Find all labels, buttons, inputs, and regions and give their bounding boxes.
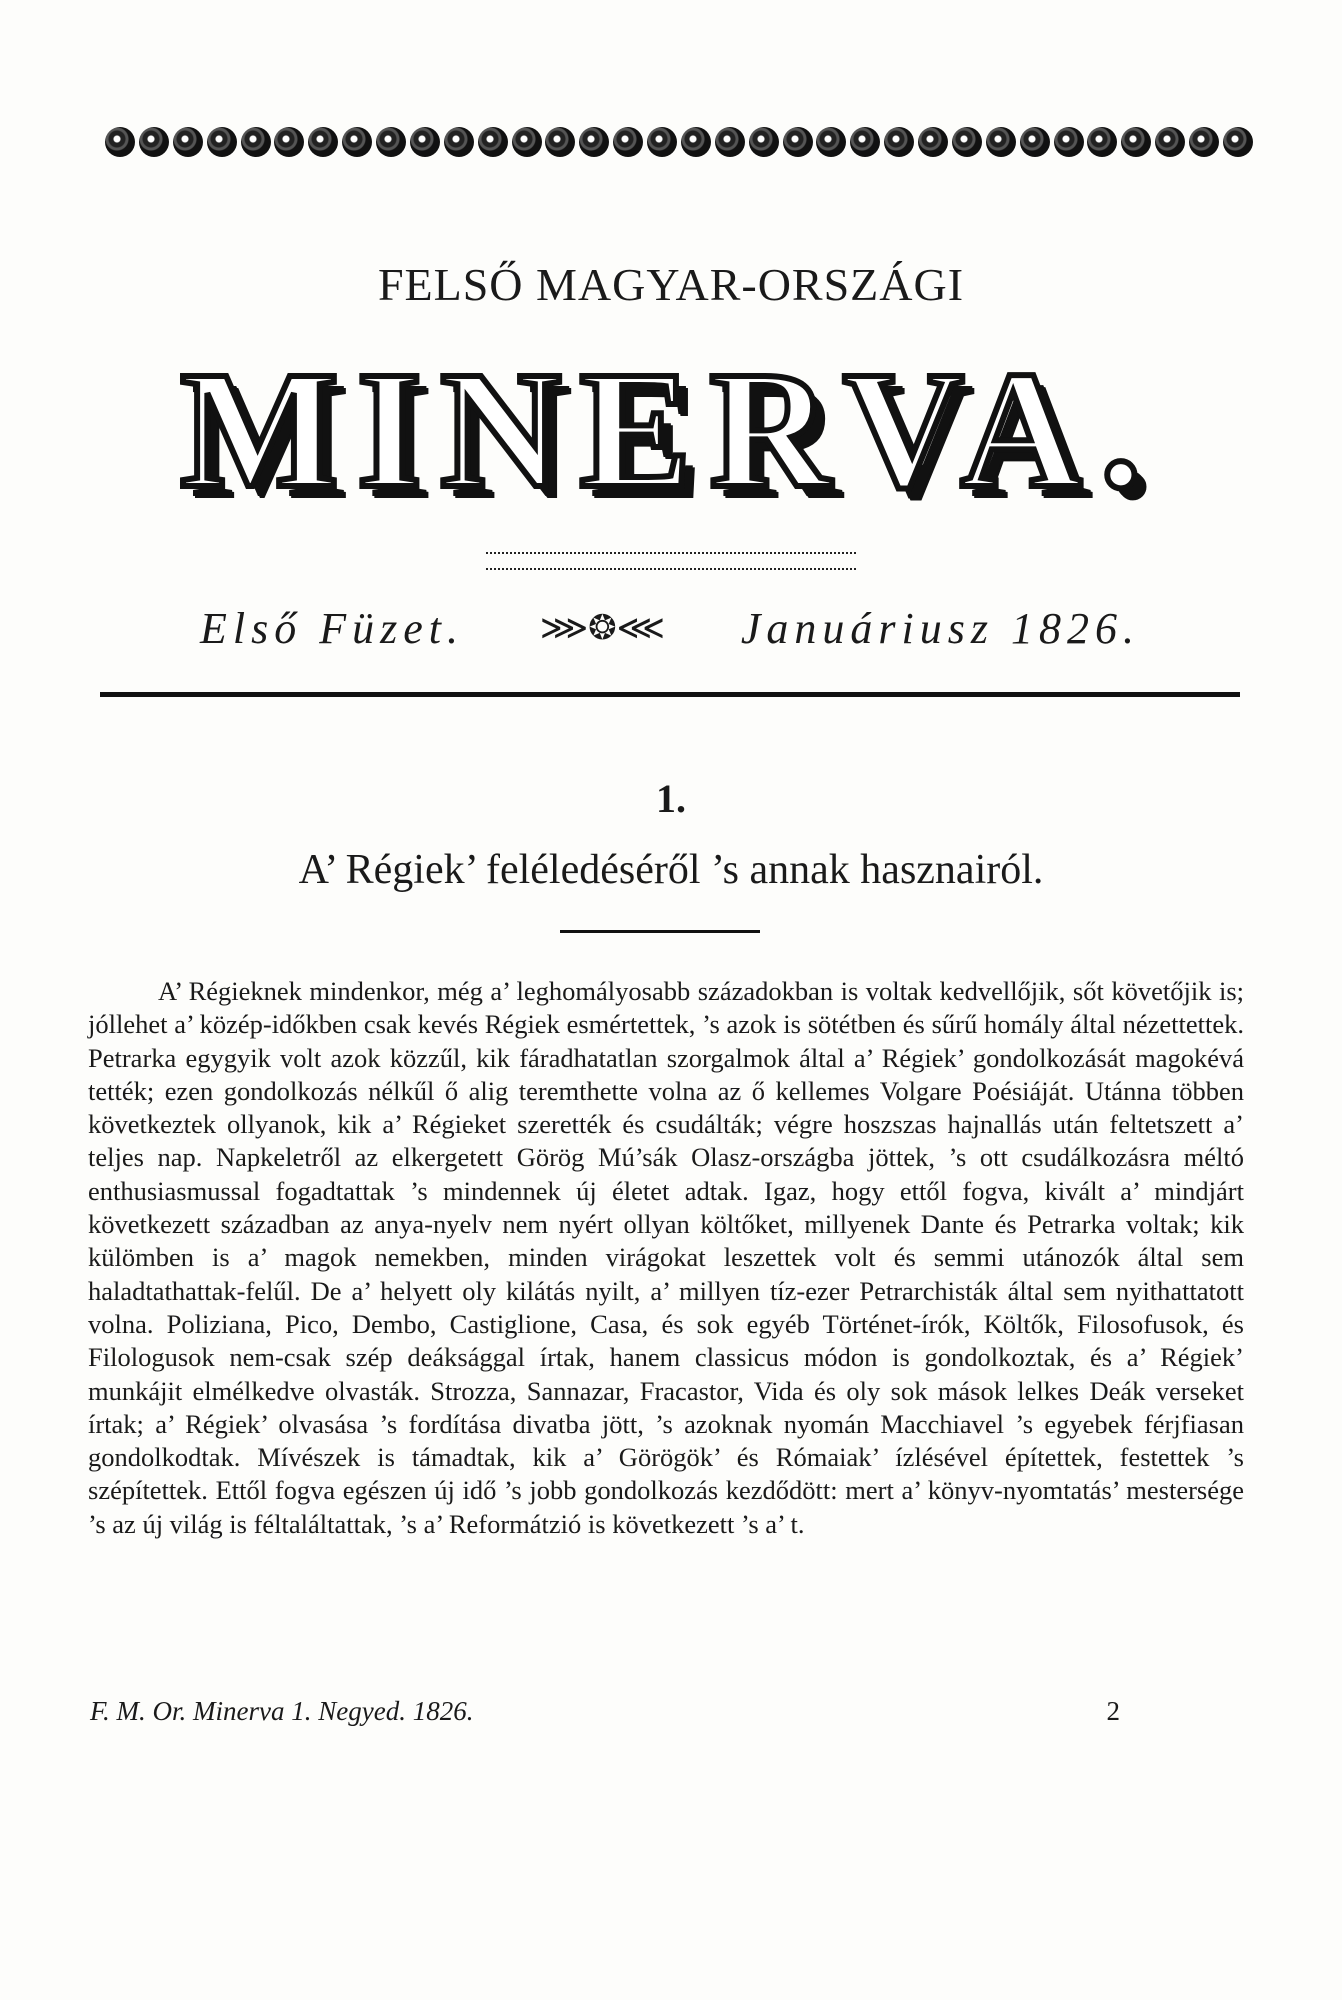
- article-body: A’ Régieknek mindenkor, még a’ leghomályosabb századokban is voltak kedvellőjik, sőt követőjik is; jóllehet a’ közép-időkben csak kevés Régiek esmértettek, ’s azok is sötétben és sűrű homály által nézettettek. Petrarka egygyik volt azok közzűl, kik fáradhatatlan szorgalmok által a’ Régiek’ gondolkozását magokévá tették; ezen gondolkozás nélkűl ő alig teremthette volna az ő kellemes Volgare Poésiáját. Utánna többen következtek ollyanok, kik a’ Régieket szerették és csudálták; végre hoszszas hajnallás után feltetszett a’ teljes nap. Napkeletről az elkergetett Görög Mú’sák Olasz-országba jöttek, ’s ott csudálkozásra méltó enthusiasmussal fogadtattak ’s mindennek új életet adtak. Igaz, hogy ettől fogva, kivált a’ mindjárt következett században az anya-nyelv nem nyért ollyan költőket, millyenek Dante és Petrarka voltak; kik külömben is a’ magok nemekben, minden virágokat leszettek volt és semmi utánozók által sem haladtathattak-felűl. De a’ helyett oly kilátás nyilt, a’ millyen tíz-ezer Petrarchisták által sem nyithattatott volna. Poliziana, Pico, Dembo, Castiglione, Casa, és sok egyéb Történet-írók, Költők, Filosofusok, és Filologusok nem-csak szép deáksággal írtak, hanem classicus módon is gondolkoztak, és a’ Régiek’ munkájit elmélkedve olvasták. Strozza, Sannazar, Fracastor, Vida és oly sok mások lelkes Deák verseket írtak; a’ Régiek’ olvasása ’s fordítása divatba jött, ’s azoknak nyomán Macchiavel ’s egyebek férjfiasan gondolkodtak. Mívészek is támadtak, kik a’ Görögök’ és Rómaiak’ ízlésével építettek, festettek ’s szépítettek. Ettől fogva egészen új idő ’s jobb gondolkozás kezdődött: mert a’ könyv-nyomtatás’ mestersége ’s az új világ is féltaláltattak, ’s a’ Reformátzió is következett ’s a’ t.: [88, 976, 1244, 1539]
- article-title: A’ Régiek’ feléledéséről ’s annak hasznairól.: [298, 847, 1044, 893]
- publication-kicker: FELSŐ MAGYAR-ORSZÁGI: [377, 259, 965, 310]
- issue-ornament-icon: ⋙❂⋘: [539, 610, 666, 647]
- issue-line: [200, 598, 1140, 658]
- masthead-title: MINERVA.: [180, 337, 1160, 523]
- issue-number: Első Füzet.: [200, 603, 464, 653]
- article-number: 1.: [656, 776, 686, 821]
- header-rule: [100, 692, 1240, 697]
- small-ornament-divider: [486, 552, 856, 570]
- footer-signature: F. M. Or. Minerva 1. Negyed. 1826.: [90, 1696, 474, 1726]
- top-ornament-border: [105, 122, 1253, 162]
- title-rule: [560, 930, 760, 933]
- page-signature-mark: 2: [1106, 1696, 1120, 1726]
- issue-date: Januáriusz 1826.: [740, 603, 1140, 653]
